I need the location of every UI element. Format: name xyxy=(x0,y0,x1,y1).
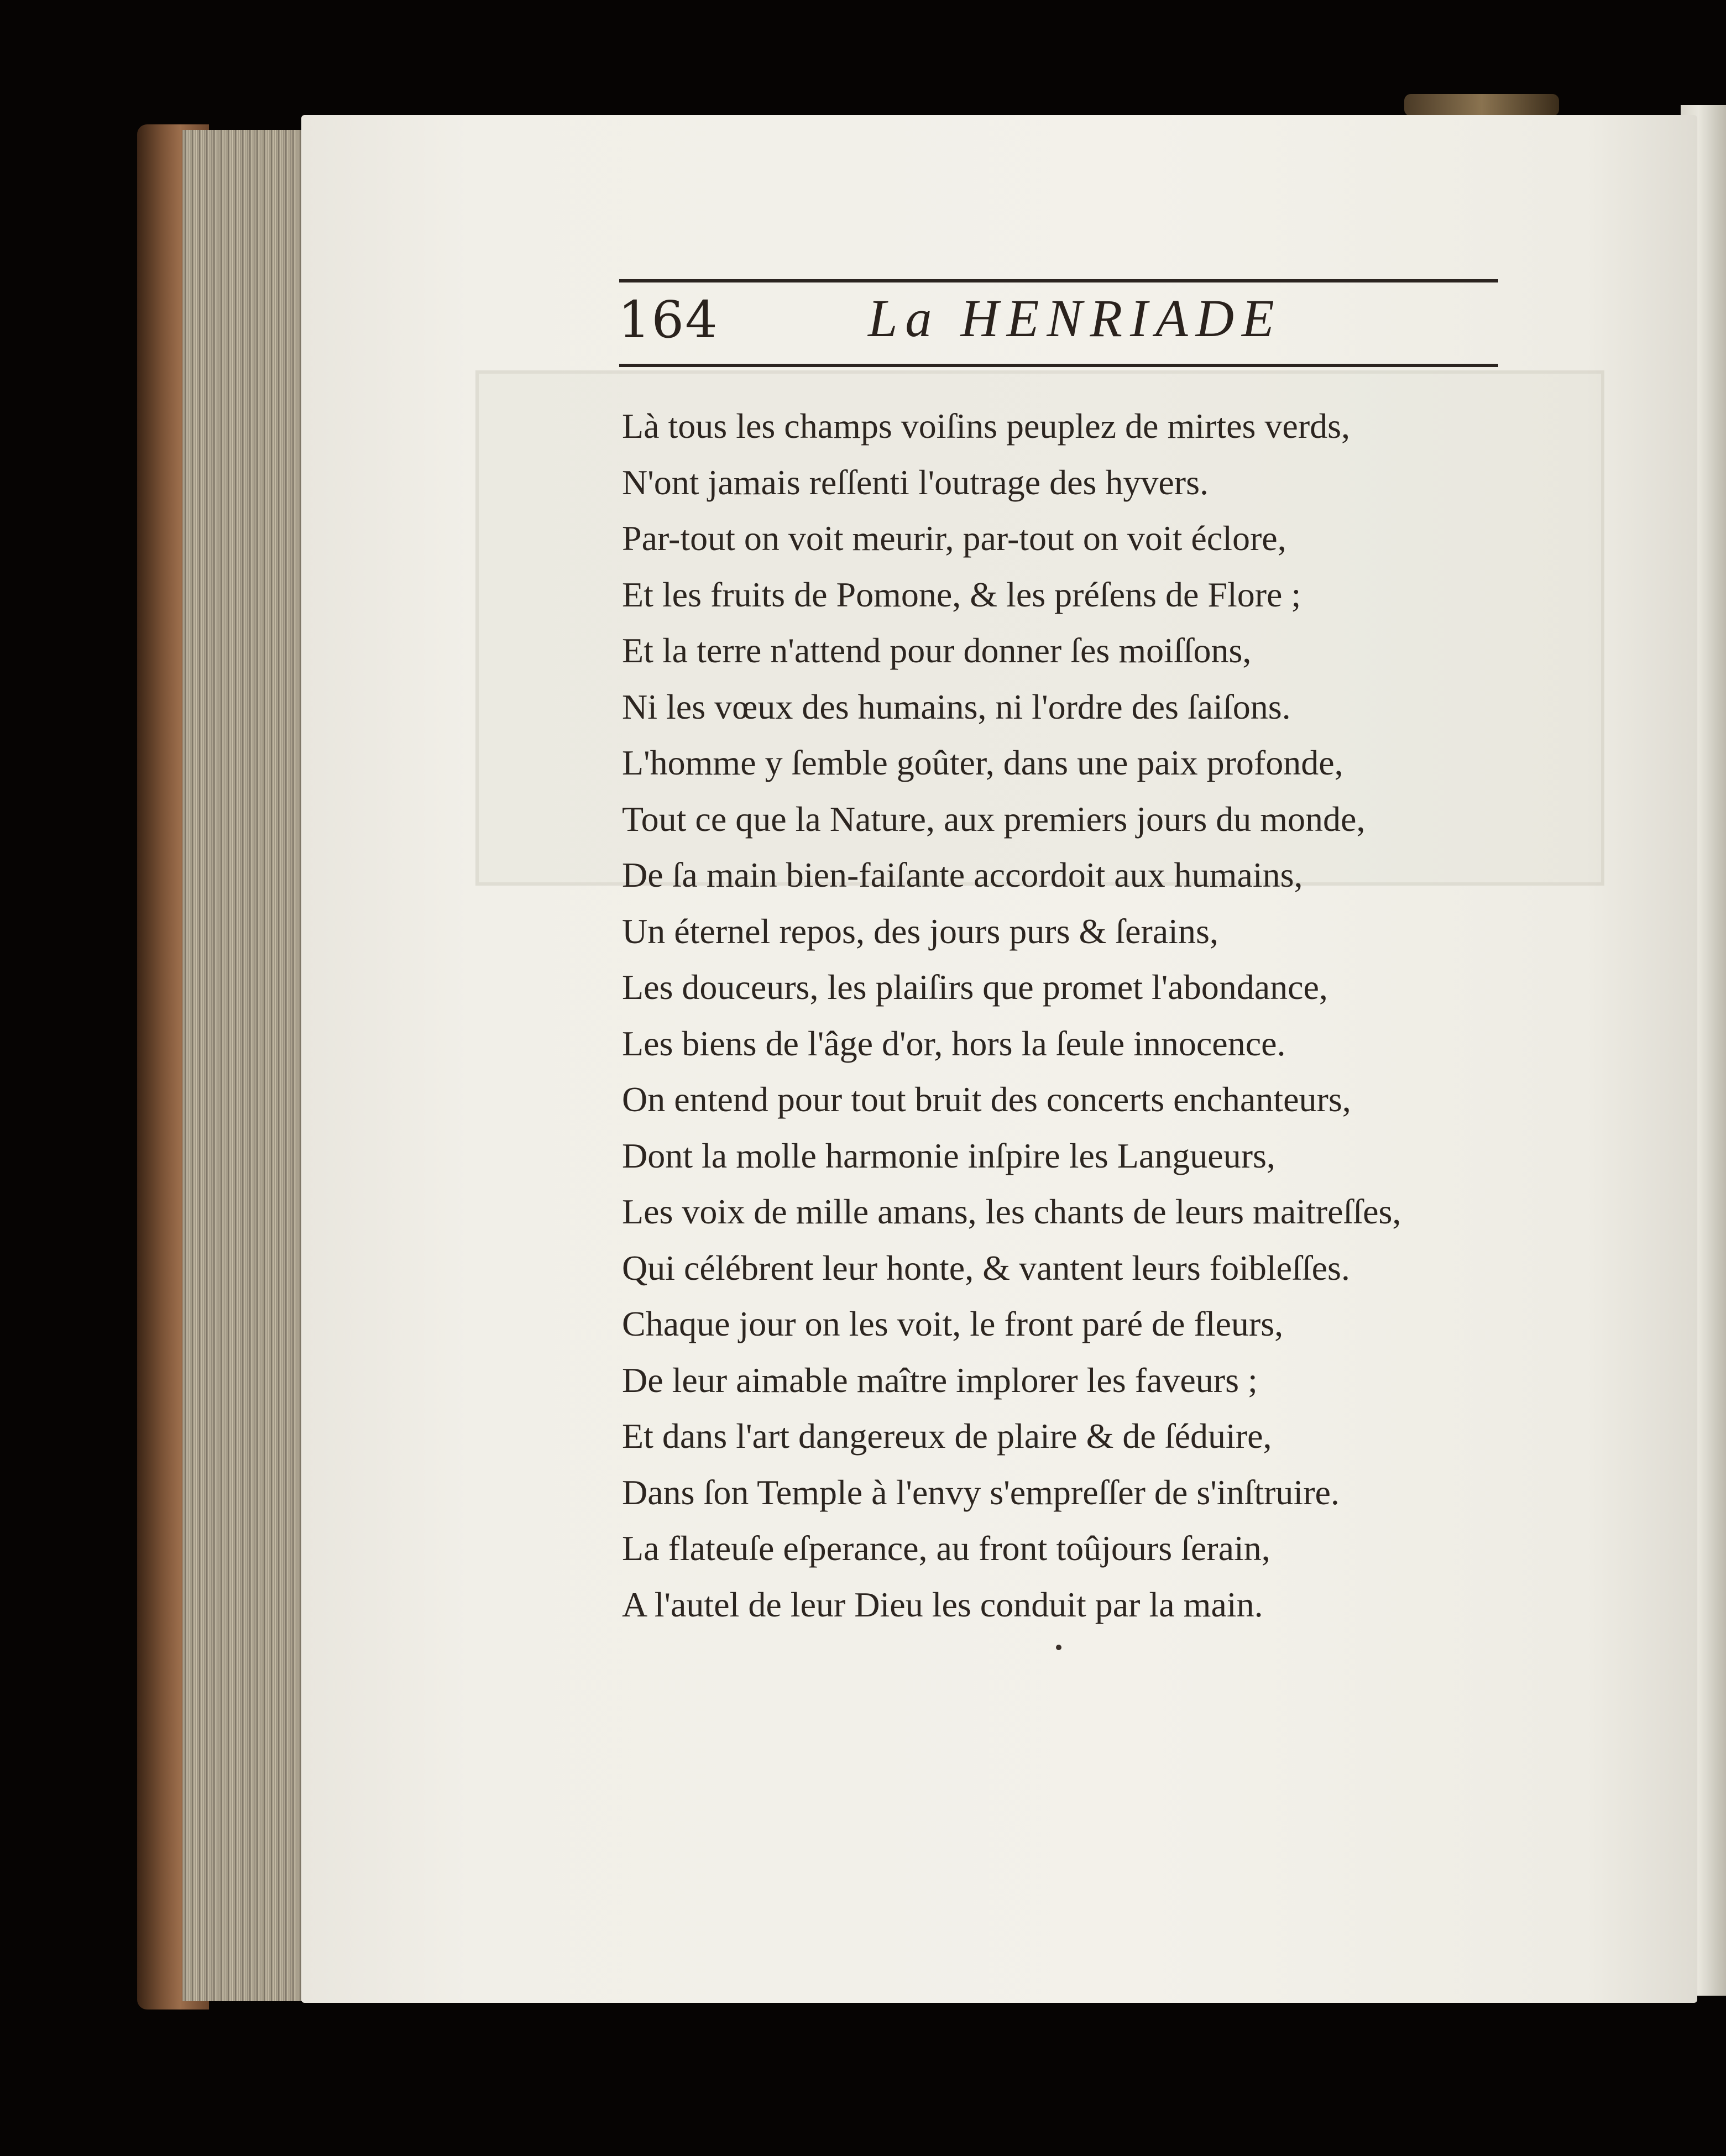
verse-line: Là tous les champs voiſins peuplez de mirtes verds, xyxy=(622,406,1351,446)
verse-line: Qui célébrent leur honte, & vantent leurs foibleſſes. xyxy=(622,1248,1350,1288)
verse-line: Et les fruits de Pomone, & les préſens de Flore ; xyxy=(622,574,1301,614)
verse-line: Un éternel repos, des jours purs & ſerains, xyxy=(622,911,1218,951)
verse-line: A l'autel de leur Dieu les conduit par la main. xyxy=(622,1584,1263,1624)
verse-line: La flateuſe eſperance, au front toûjours ſerain, xyxy=(622,1529,1270,1568)
verse-line: Les voix de mille amans, les chants de leurs maitreſſes, xyxy=(622,1192,1401,1231)
right-cover-top-edge xyxy=(1404,94,1559,116)
verse-line: Tout ce que la Nature, aux premiers jours du monde, xyxy=(622,799,1366,839)
header-rule-bottom xyxy=(619,364,1498,367)
poem-verses xyxy=(622,398,1507,1632)
ink-speck xyxy=(1056,1645,1061,1650)
verse-line: Les douceurs, les plaiſirs que promet l'abondance, xyxy=(622,967,1328,1007)
page-edges xyxy=(182,130,315,2001)
page-number: 164 xyxy=(618,290,719,349)
verse-line: De ſa main bien-faiſante accordoit aux humains, xyxy=(622,855,1303,894)
verse-line: L'homme y ſemble goûter, dans une paix profonde, xyxy=(622,743,1343,782)
verse-line: N'ont jamais reſſenti l'outrage des hyvers. xyxy=(622,462,1209,502)
verse-line: On entend pour tout bruit des concerts enchanteurs, xyxy=(622,1080,1351,1119)
verse-line: Chaque jour on les voit, le front paré de fleurs, xyxy=(622,1304,1284,1343)
header-rule-top xyxy=(619,279,1498,282)
verse-line: Les biens de l'âge d'or, hors la ſeule innocence. xyxy=(622,1023,1286,1063)
running-title: La HENRIADE xyxy=(868,289,1282,348)
verse-line: Par-tout on voit meurir, par-tout on voit éclore, xyxy=(622,519,1286,558)
verse-line: Et la terre n'attend pour donner ſes moiſſons, xyxy=(622,631,1252,670)
verse-line: Dont la molle harmonie inſpire les Langueurs, xyxy=(622,1135,1275,1175)
verse-line: De leur aimable maître implorer les faveurs ; xyxy=(622,1360,1258,1400)
verse-line: Ni les vœux des humains, ni l'ordre des ſaiſons. xyxy=(622,687,1291,726)
verse-line: Et dans l'art dangereux de plaire & de ſéduire, xyxy=(622,1416,1272,1456)
verse-line: Dans ſon Temple à l'envy s'empreſſer de s'inſtruire. xyxy=(622,1472,1340,1512)
